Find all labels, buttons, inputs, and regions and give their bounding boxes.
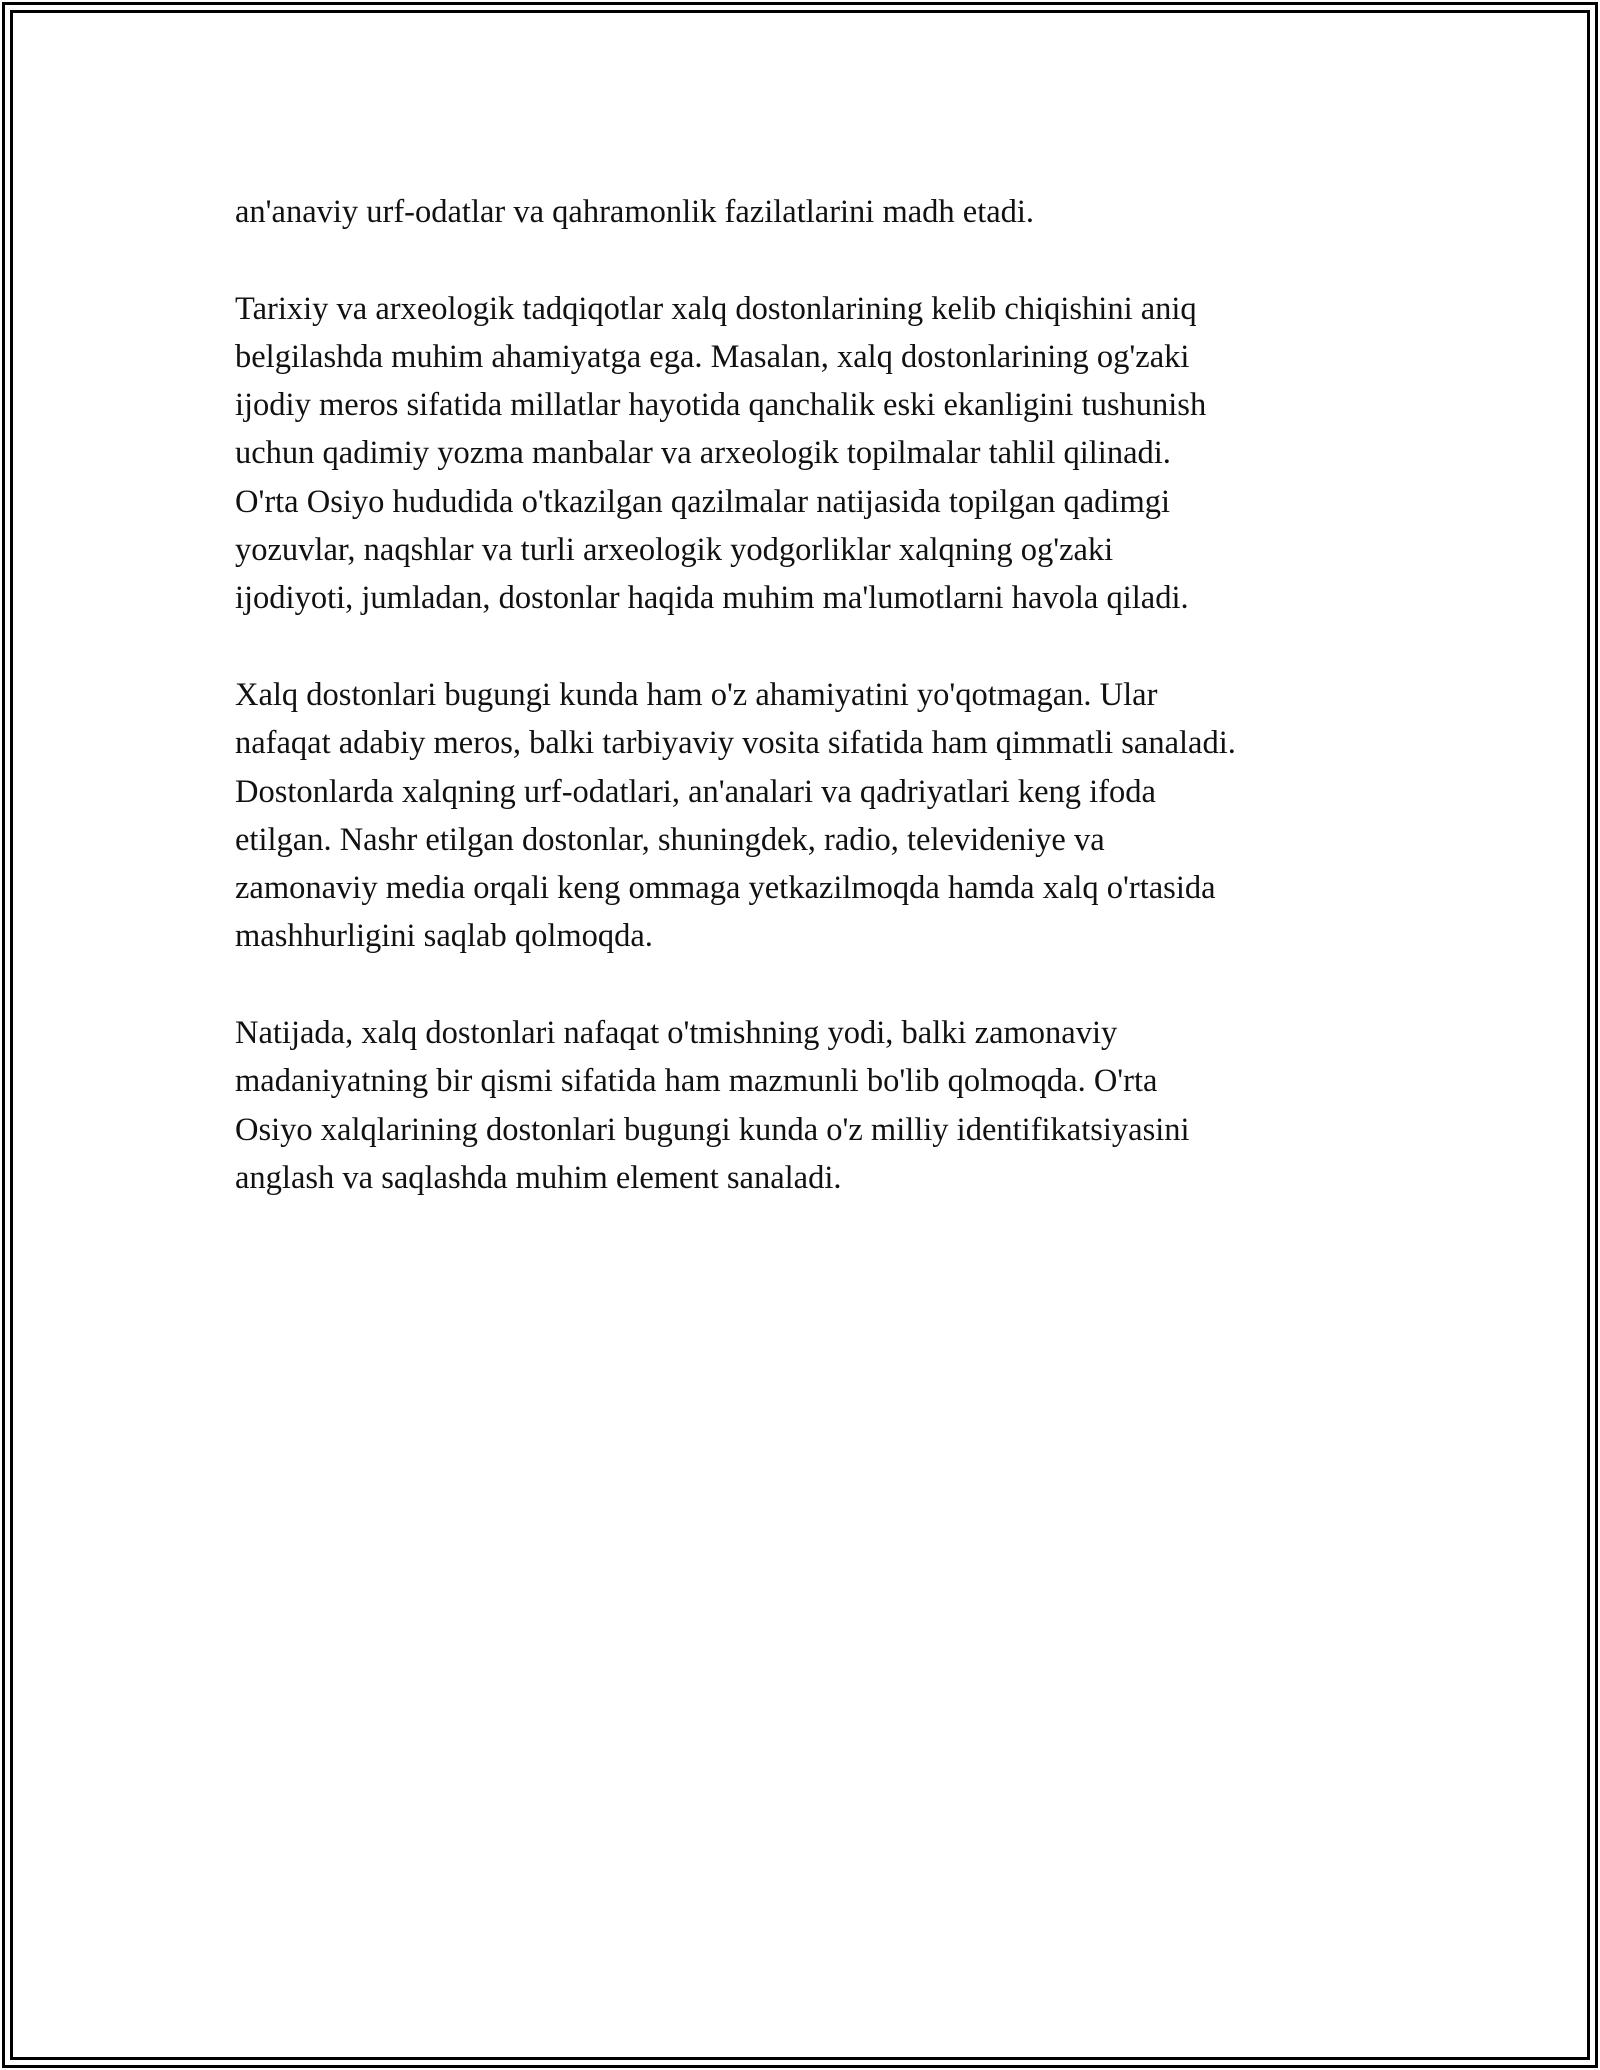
paragraph-historical-research: Tarixiy va arxeologik tadqiqotlar xalq dostonlarining kelib chiqishini aniq belgilashda muhim ahamiyatga ega. Masalan, xalq dostonlarining og'zaki ijodiy meros sifatida millatlar hayotida qanchalik eski ekanligini tushunish uchun qadimiy yozma manbalar va arxeologik topilmalar tahlil qilinadi. O'rta Osiyo hududida o'tkazilgan qazilmalar natijasida topilgan qadimgi yozuvlar, naqshlar va turli arxeologik yodgorliklar xalqning og'zaki ijodiyoti, jumladan, dostonlar haqida muhim ma'lumotlarni havola qiladi.: [235, 290, 1207, 617]
paragraph-conclusion: Natijada, xalq dostonlari nafaqat o'tmishning yodi, balki zamonaviy madaniyatning bir qismi sifatida ham mazmunli bo'lib qolmoqda. O'rta Osiyo xalqlarining dostonlari bugungi kunda o'z milliy identifikatsiyasini anglash va saqlashda muhim element sanaladi.: [235, 1015, 1190, 1196]
paragraph-continuation: an'anaviy urf-odatlar va qahramonlik fazilatlarini madh etadi.: [235, 194, 1035, 230]
paragraph-modern-significance: Xalq dostonlari bugungi kunda ham o'z ahamiyatini yo'qotmagan. Ular nafaqat adabiy meros, balki tarbiyaviy vosita sifatida ham qimmatli sanaladi. Dostonlarda xalqning urf-odatlari, an'analari va qadriyatlari keng ifoda etilgan. Nashr etilgan dostonlar, shuningdek, radio, televideniye va zamonaviy media orqali keng ommaga yetkazilmoqda hamda xalq o'rtasida mashhurligini saqlab qolmoqda.: [235, 676, 1236, 955]
document-body: [235, 188, 1375, 1251]
